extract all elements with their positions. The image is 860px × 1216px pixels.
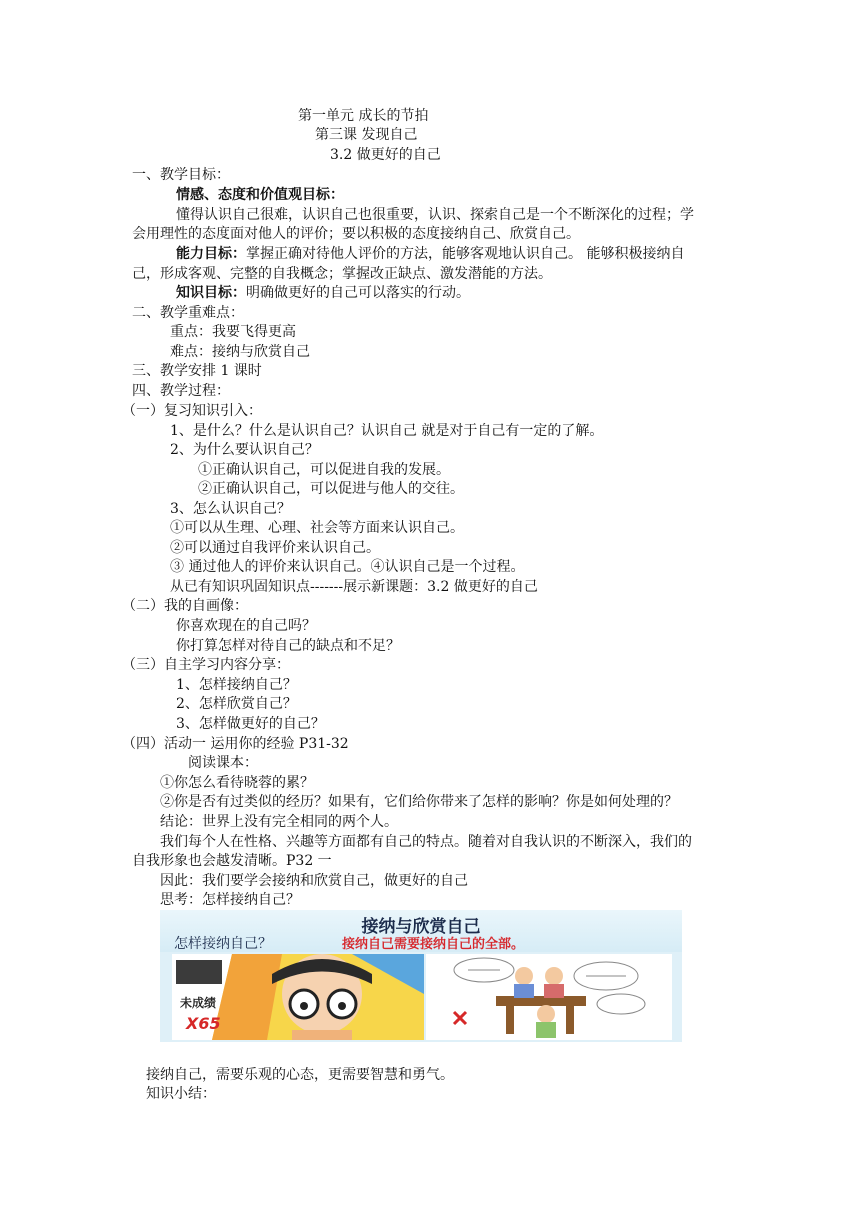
part-1-item-2: 2、为什么要认识自己？	[170, 442, 319, 458]
knowledge-goal-text: 明确做更好的自己可以落实的行动。	[246, 285, 470, 301]
slide-question: 怎样接纳自己？	[174, 936, 272, 952]
part-1-item-2b: ②正确认识自己，可以促进与他人的交往。	[198, 481, 464, 497]
part-1-item-3: 3、怎么认识自己？	[170, 501, 291, 517]
part-1-item-3b: ②可以通过自我评价来认识自己。	[170, 540, 380, 556]
think-question: 思考：怎样接纳自己？	[160, 892, 300, 908]
emotion-goal-label: 情感、态度和价值观目标：	[176, 187, 344, 203]
slide-illustration	[160, 910, 682, 1042]
slide-answer: 接纳自己需要接纳自己的全部。	[342, 937, 525, 952]
part-1-item-1: 1、是什么？什么是认识自己？认识自己 就是对于自己有一定的了解。	[170, 423, 604, 439]
heading-arrangement: 三、教学安排 1 课时	[132, 363, 262, 379]
ability-goal-text-2: 己，形成客观、完整的自我概念；掌握改正缺点、激发潜能的方法。	[132, 266, 552, 282]
stamp-text: 未成绩	[180, 996, 217, 1010]
key-point: 重点：我要飞得更高	[170, 324, 296, 340]
read-textbook: 阅读课本：	[188, 755, 258, 771]
lesson-title: 第三课 发现自己	[315, 127, 418, 143]
part-1-item-3c: ③ 通过他人的评价来认识自己。④认识自己是一个过程。	[170, 559, 525, 575]
paragraph-line-1: 我们每个人在性格、兴趣等方面都有自己的特点。随着对自我认识的不断深入，我们的	[160, 834, 692, 850]
ability-goal-text-1: 掌握正确对待他人评价的方法，能够客观地认识自己。 能够积极接纳自	[246, 246, 685, 262]
heading-objectives: 一、教学目标：	[132, 167, 230, 183]
emotion-goal-text-1: 懂得认识自己很难，认识自己也很重要，认识、探索自己是一个不断深化的过程；学	[176, 207, 694, 223]
reading-question-2: ②你是否有过类似的经历？如果有，它们给你带来了怎样的影响？你是如何处理的？	[160, 794, 678, 810]
heading-key-points: 二、教学重难点：	[132, 305, 244, 321]
part-3-item-1: 1、怎样接纳自己？	[176, 677, 297, 693]
slide-title: 接纳与欣赏自己	[361, 917, 481, 937]
part-4-title: （四）活动一 运用你的经验 P31-32	[122, 736, 349, 752]
part-1-transition: 从已有知识巩固知识点-------展示新课题：3.2 做更好的自己	[170, 579, 538, 595]
part-2-title: （二）我的自画像：	[122, 598, 248, 614]
red-mark-text: X65	[186, 1014, 221, 1033]
part-1-title: （一）复习知识引入：	[122, 403, 262, 419]
ability-goal-label: 能力目标：	[176, 246, 246, 262]
part-1-item-2a: ①正确认识自己，可以促进自我的发展。	[198, 462, 450, 478]
cartoon-student-image	[172, 954, 424, 1040]
therefore: 因此：我们要学会接纳和欣赏自己，做更好的自己	[160, 873, 468, 889]
ability-goal	[176, 245, 684, 263]
part-2-question-1: 你喜欢现在的自己吗？	[176, 618, 316, 634]
reading-question-1: ①你怎么看待晓蓉的累？	[160, 775, 314, 791]
conclusion: 结论：世界上没有完全相同的两个人。	[160, 814, 398, 830]
section-title: 3.2 做更好的自己	[330, 147, 441, 163]
after-figure-line-1: 接纳自己，需要乐观的心态，更需要智慧和勇气。	[146, 1067, 454, 1083]
heading-process: 四、教学过程：	[132, 383, 230, 399]
knowledge-summary: 知识小结：	[146, 1086, 216, 1102]
classroom-cartoon-image	[426, 954, 672, 1040]
part-3-title: （三）自主学习内容分享：	[122, 657, 290, 673]
difficult-point: 难点：接纳与欣赏自己	[170, 344, 310, 360]
emotion-goal-text-2: 会用理性的态度面对他人的评价；要以积极的态度接纳自己、欣赏自己。	[132, 226, 580, 242]
knowledge-goal-label: 知识目标：	[176, 285, 246, 301]
part-3-item-3: 3、怎样做更好的自己？	[176, 716, 325, 732]
paragraph-line-2: 自我形象也会越发清晰。P32 一	[132, 853, 332, 869]
unit-title: 第一单元 成长的节拍	[298, 108, 429, 124]
part-2-question-2: 你打算怎样对待自己的缺点和不足？	[176, 638, 400, 654]
part-3-item-2: 2、怎样欣赏自己？	[176, 696, 297, 712]
part-1-item-3a: ①可以从生理、心理、社会等方面来认识自己。	[170, 520, 464, 536]
knowledge-goal	[176, 284, 470, 302]
